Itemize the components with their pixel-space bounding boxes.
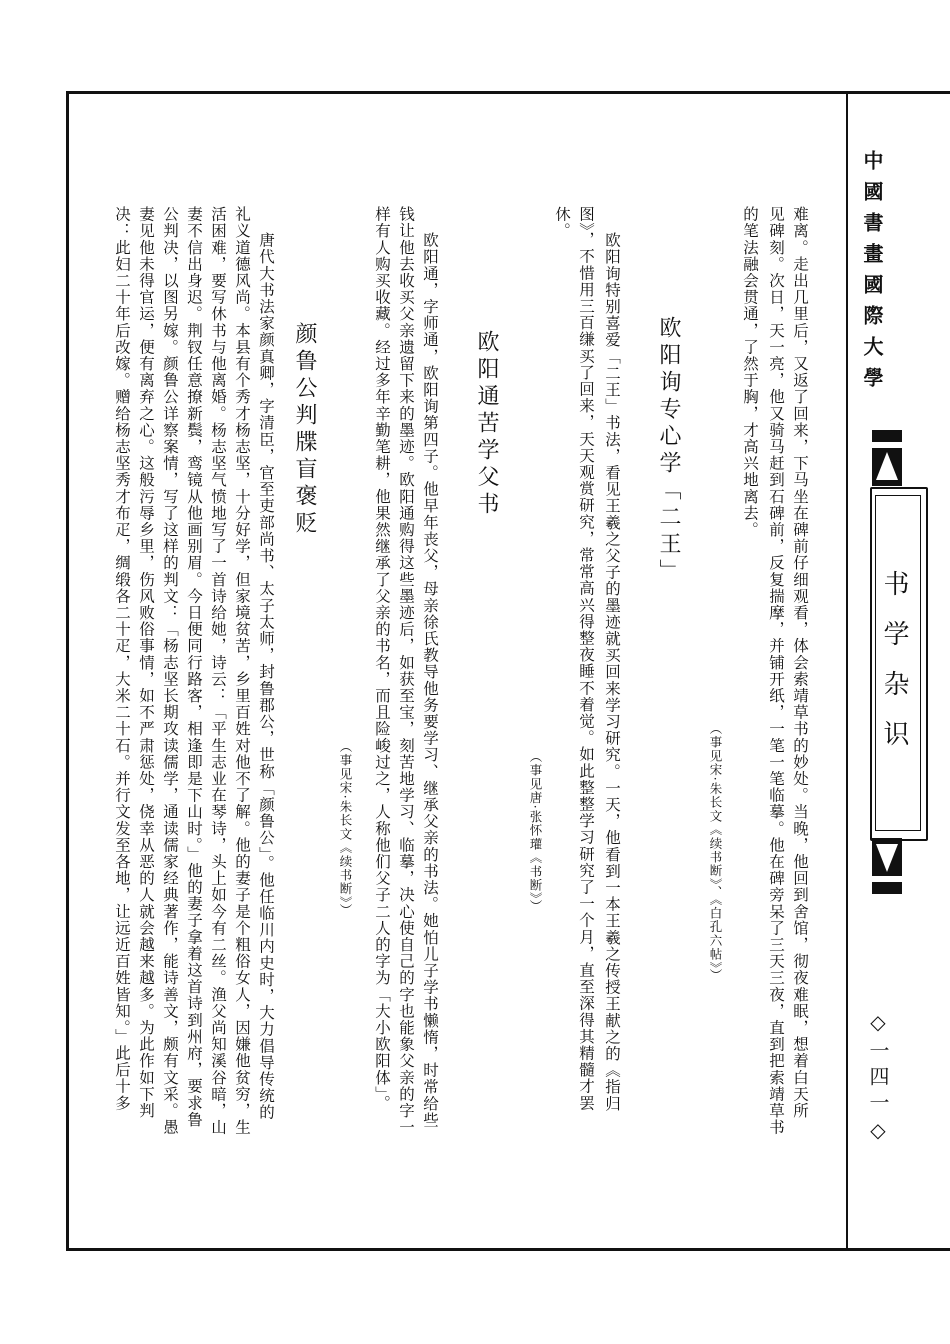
article-yan-lugong-line-3: 活困难，要写休书与他离婚。杨志坚气愤地写了一首诗给她，诗云：「平生志业在琴诗，头上如今有二丝。渔父尚知溪谷暗，山 xyxy=(209,206,227,1136)
article-ouyang-tong-source: （事见宋·朱长文《续书断》） xyxy=(338,740,353,918)
frame-left-rule xyxy=(66,91,69,1251)
article-yan-lugong-line-1: 唐代大书法家颜真卿，字清臣，官至吏部尚书、太子太师，封鲁郡公，世称「颜鲁公」。他任临川内史时，大力倡导传统的 xyxy=(257,232,275,1121)
article-continuation-line-2: 见碑刻。次日，天一亮，他又骑马赶到石碑前，反复揣摩，并铺开纸，一笔一笔临摹。他在碑旁呆了三天三夜，直到把索靖草书 xyxy=(767,206,785,1136)
article-ouyang-tong-line-1: 欧阳通，字师通，欧阳询第四子。他早年丧父，母亲徐氏教导他务要学习、继承父亲的书法。她怕儿子学书懒惰，时常给些 xyxy=(421,232,439,1129)
article-ouyang-tong-line-2: 钱让他去收买父亲遗留下来的墨迹。欧阳通购得这些墨迹后，如获至宝，刻苦地学习、临摹，决心使自己的字也能象父亲的字一 xyxy=(397,206,415,1136)
ornament-bottom-icon xyxy=(868,838,908,898)
page-number: ◇一四一◇ xyxy=(866,1010,890,1148)
article-ouyang-tong-line-3: 样有人购买收藏。经过多年辛勤笔耕，他果然继承了父亲的书名，而且险峻过之，人称他们父子二人的字为「大小欧阳体」。 xyxy=(373,206,391,1112)
article-yan-lugong-line-2: 礼义道德风尚。本县有个秀才杨志坚，十分好学，但家境贫苦，乡里百姓对他不了解。他的妻子是个粗俗女人，因嫌他贫穷，生 xyxy=(233,206,251,1136)
article-yan-lugong-line-5: 公判决，以图另嫁。颜鲁公详察案情，写了这样的判文：「杨志坚长期攻读儒学，通读儒家经典著作，能诗善文，颇有文采。愚 xyxy=(161,206,179,1136)
article-ouyang-xun-line-2: 图》，不惜用三百缣买了回来，天天观赏研究，常常高兴得整夜睡不着觉。如此整整学习研究了一个月，直至深得其精髓才罢 xyxy=(577,206,595,1112)
article-title-yan-lugong: 颜鲁公判牒盲褒贬 xyxy=(292,322,317,538)
frame-top-rule xyxy=(66,91,950,94)
ornament-top-icon xyxy=(868,430,908,490)
article-title-ouyang-xun: 欧阳询专心学「二王」 xyxy=(656,316,681,586)
article-ouyang-xun-line-1: 欧阳询特别喜爱「二王」书法，看见王羲之父子的墨迹就买回来学习研究。一天，他看到一本王羲之传授王献之的《指归 xyxy=(603,232,621,1112)
university-name: 中國書畫國際大學 xyxy=(860,150,884,398)
article-yan-lugong-line-7: 决：此妇二十年后改嫁。赠给杨志坚秀才布疋，绸缎各二十疋，大米二十石。并行文发至各地，让远近百姓皆知。」此后十多 xyxy=(113,206,131,1112)
article-ouyang-xun-line-3: 休。 xyxy=(553,206,571,240)
margin-divider-rule xyxy=(846,91,848,1251)
article-continuation-line-1: 难离。走出几里后，又返了回来，下马坐在碑前仔细观看，体会索靖草书的妙处。当晚，他回到舍馆，彻夜难眠，想着白天所 xyxy=(791,206,809,1119)
section-title: 书学杂识 xyxy=(879,570,909,770)
article-ouyang-xun-source: （事见唐·张怀瓘《书断》） xyxy=(528,750,543,914)
article-title-ouyang-tong: 欧阳通苦学父书 xyxy=(474,330,499,519)
article-continuation-source: （事见宋·朱长文《续书断》、《白孔六帖》） xyxy=(708,722,723,983)
frame-bottom-rule xyxy=(66,1248,950,1251)
article-continuation-line-3: 的笔法融会贯通，了然于胸，才高兴地离去。 xyxy=(741,206,759,538)
article-yan-lugong-line-4: 妻不信出身迟。荆钗任意撩新鬓，鸾镜从他画别眉。今日便同行路客，相逢即是下山时。」他的妻子拿着这首诗到州府，要求鲁 xyxy=(185,206,203,1128)
article-yan-lugong-line-6: 妻见他未得官运，便有离弃之心。这般污辱乡里，伤风败俗事情，如不严肃惩处，侥幸从恶的人就会越来越多。为此作如下判 xyxy=(137,206,155,1119)
